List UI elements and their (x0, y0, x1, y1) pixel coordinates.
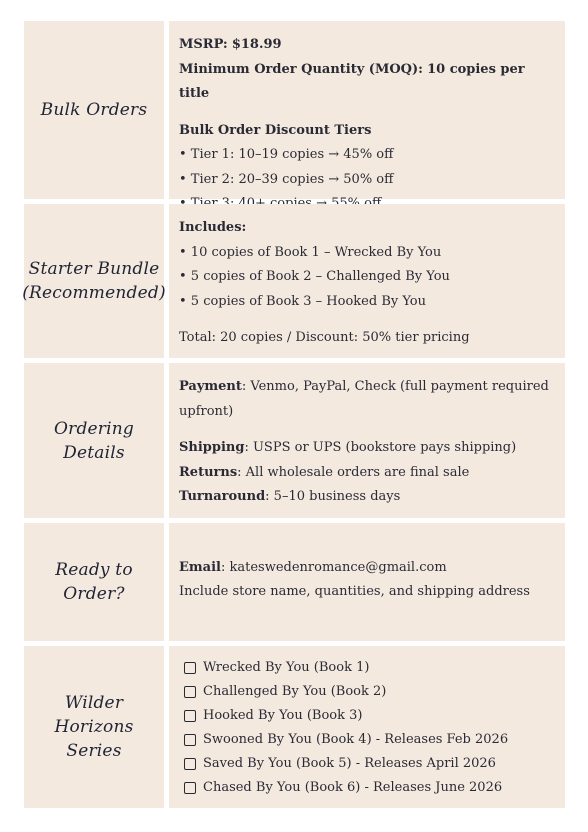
shipping-label: Shipping (179, 440, 245, 455)
book-checklist-item[interactable] (179, 680, 553, 704)
bundle-item: • 10 copies of Book 1 – Wrecked By You (179, 244, 442, 260)
bulk-orders-content (169, 21, 565, 199)
moq-label: Minimum Order Quantity (MOQ): (179, 61, 423, 77)
moq-value: 10 copies per title (179, 61, 525, 101)
checkbox-icon[interactable] (184, 710, 196, 722)
series-label (24, 646, 164, 808)
returns-line (179, 461, 553, 486)
book-checklist-item[interactable] (179, 728, 553, 752)
checkbox-icon[interactable] (184, 758, 196, 770)
series-label-line2: Series (66, 741, 122, 761)
ready-to-order-row (24, 523, 565, 641)
book-checklist-item[interactable] (179, 704, 553, 728)
book-title: Swooned By You (Book 4) - Releases Feb 2026 (203, 732, 509, 747)
tier-item: • Tier 1: 10–19 copies → 45% off (179, 147, 394, 162)
includes-heading: Includes: (179, 220, 247, 235)
turnaround-label: Turnaround (179, 489, 266, 504)
book-title: Wrecked By You (Book 1) (203, 660, 370, 675)
payment-label: Payment (179, 379, 242, 394)
series-content (169, 646, 565, 808)
ordering-details-row (24, 363, 565, 518)
ordering-details-label (24, 363, 164, 518)
series-label-line1: Wilder Horizons (54, 693, 134, 737)
tier-item: • Tier 2: 20–39 copies → 50% off (179, 171, 394, 187)
book-checklist-item[interactable] (179, 752, 553, 776)
starter-bundle-label-line1: Starter Bundle (28, 259, 160, 279)
starter-bundle-label (24, 204, 164, 358)
bundle-item: • 5 copies of Book 3 – Hooked By You (179, 293, 427, 309)
moq-line (179, 58, 553, 107)
returns-label: Returns (179, 464, 238, 480)
msrp-label: MSRP: (179, 37, 228, 52)
starter-bundle-label-line2: (Recommended) (22, 283, 166, 303)
msrp-line (179, 33, 553, 58)
email-label: Email (179, 559, 221, 575)
checkbox-icon[interactable] (184, 686, 196, 698)
turnaround-line (179, 485, 553, 510)
ready-to-order-label (24, 523, 164, 641)
bulk-orders-label-text: Bulk Orders (40, 100, 148, 120)
checkbox-icon[interactable] (184, 734, 196, 746)
starter-bundle-content (169, 204, 565, 358)
starter-bundle-row (24, 204, 565, 358)
tiers-heading: Bulk Order Discount Tiers (179, 122, 372, 138)
returns-value: : All wholesale orders are final sale (237, 464, 470, 480)
book-title: Hooked By You (Book 3) (203, 708, 363, 723)
checkbox-icon[interactable] (184, 782, 196, 794)
email-value[interactable]: : kateswedenromance@gmail.com (220, 559, 447, 575)
series-row (24, 646, 565, 808)
ready-to-order-content (169, 523, 565, 641)
book-checklist-item[interactable] (179, 776, 553, 800)
book-title: Chased By You (Book 6) - Releases June 2026 (203, 780, 503, 795)
bundle-total: Total: 20 copies / Discount: 50% tier pricing (179, 330, 470, 345)
wholesale-info-sheet (24, 21, 565, 813)
payment-line (179, 375, 553, 424)
bulk-orders-row (24, 21, 565, 199)
ordering-details-content (169, 363, 565, 518)
shipping-value: : USPS or UPS (bookstore pays shipping) (244, 440, 517, 455)
book-checklist-item[interactable] (179, 656, 553, 680)
book-title: Saved By You (Book 5) - Releases April 2026 (203, 756, 496, 771)
bulk-orders-label (24, 21, 164, 199)
bundle-item: • 5 copies of Book 2 – Challenged By You (179, 269, 450, 284)
payment-value: : Venmo, PayPal, Check (full payment required upfront) (179, 379, 549, 419)
book-title: Challenged By You (Book 2) (203, 684, 387, 699)
email-line (179, 556, 553, 581)
shipping-line (179, 436, 553, 461)
order-note: Include store name, quantities, and shipping address (179, 584, 530, 599)
ready-to-order-label-text: Ready to Order? (55, 560, 133, 604)
msrp-value: $18.99 (231, 37, 282, 52)
ordering-details-label-text: Ordering Details (53, 418, 134, 463)
turnaround-value: : 5–10 business days (265, 489, 401, 504)
checkbox-icon[interactable] (184, 662, 196, 674)
